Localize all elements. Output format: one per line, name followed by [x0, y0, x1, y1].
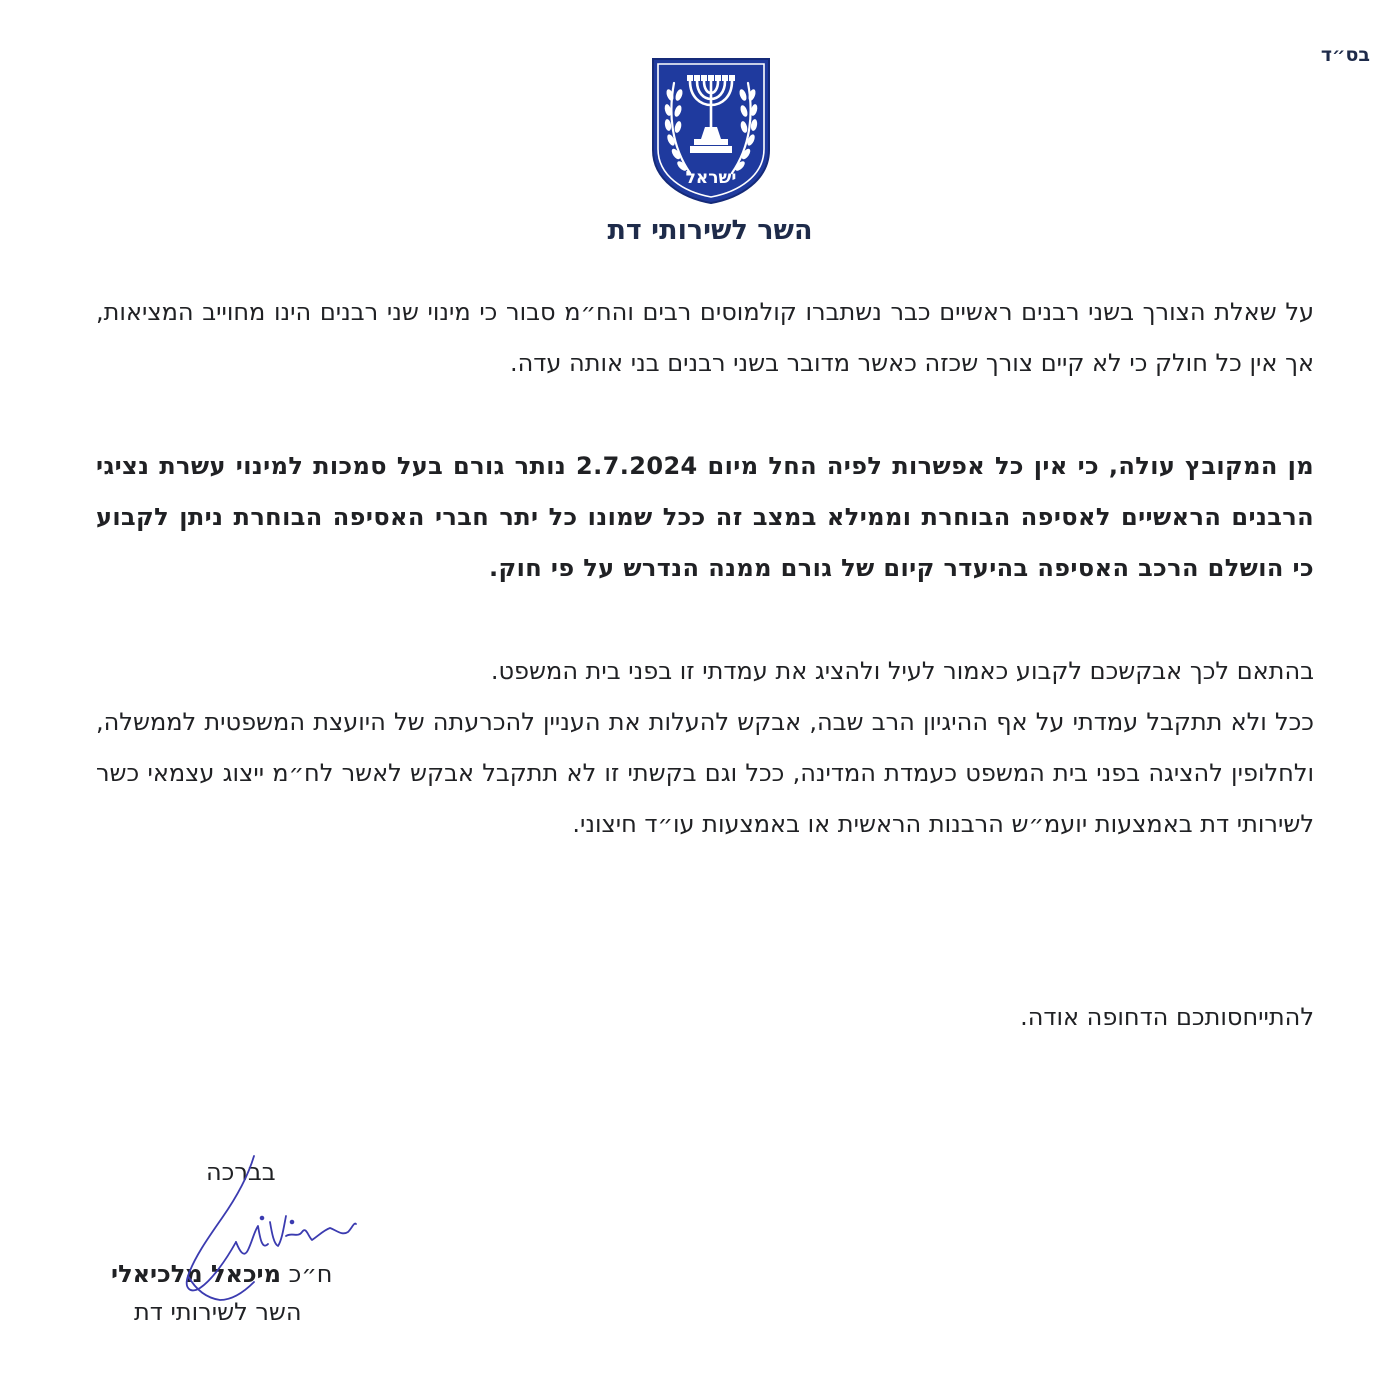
signer-role: השר לשירותי דת — [134, 1298, 302, 1326]
paragraph-3: בהתאם לכך אבקשכם לקבוע כאמור לעיל ולהציג את עמדתי זו בפני בית המשפט. — [490, 657, 1314, 685]
signer-title-prefix: ח״כ — [288, 1260, 333, 1288]
paragraph-2: מן המקובץ עולה, כי אין כל אפשרות לפיה החל מיום 2.7.2024 נותר גורם בעל סמכות למינוי עשרת נציגי הרבנים הראשיים לאסיפה הבוחרת וממילא במצב זה ככל שמונו כל יתר חברי האסיפה הבוחרת ניתן לקבוע כי הושלם הרכב האסיפה בהיעדר קיום של גורם ממנה הנדרש על פי חוק. — [96, 452, 1315, 582]
paragraph-1: על שאלת הצורך בשני רבנים ראשיים כבר נשתברו קולמוסים רבים והח״מ סבור כי מינוי שני רבנים הינו מחוייב המציאות, אך אין כל חולק כי לא קיים צורך שכזה כאשר מדובר בשני רבנים בני אותה עדה. — [96, 298, 1314, 377]
greeting: בברכה — [206, 1158, 276, 1186]
signer-name — [111, 1260, 332, 1288]
signature-block — [96, 1152, 396, 1352]
paragraph-4: ככל ולא תתקבל עמדתי על אף ההיגיון הרב שבה, אבקש להעלות את העניין להכרעתה של היועצת המשפטית לממשלה, ולחלופין להציגה בפני בית המשפט כעמדת המדינה, ככל וגם בקשתי זו לא תתקבל אבקש לאשר לח״מ ייצוג עצמאי כשר לשירותי דת באמצעות יועמ״ש הרבנות הראשית או באמצעות עו״ד חיצוני. — [96, 708, 1314, 838]
israel-emblem-logo — [648, 55, 774, 205]
closing-line: להתייחסותכם הדחופה אודה. — [1020, 1003, 1314, 1031]
emblem-text: ישראל — [685, 168, 737, 188]
letter-body — [96, 287, 1314, 850]
header-bsd: בס״ד — [1320, 44, 1370, 66]
signer-full-name: מיכאל מלכיאלי — [111, 1260, 281, 1288]
office-title: השר לשירותי דת — [607, 215, 813, 246]
